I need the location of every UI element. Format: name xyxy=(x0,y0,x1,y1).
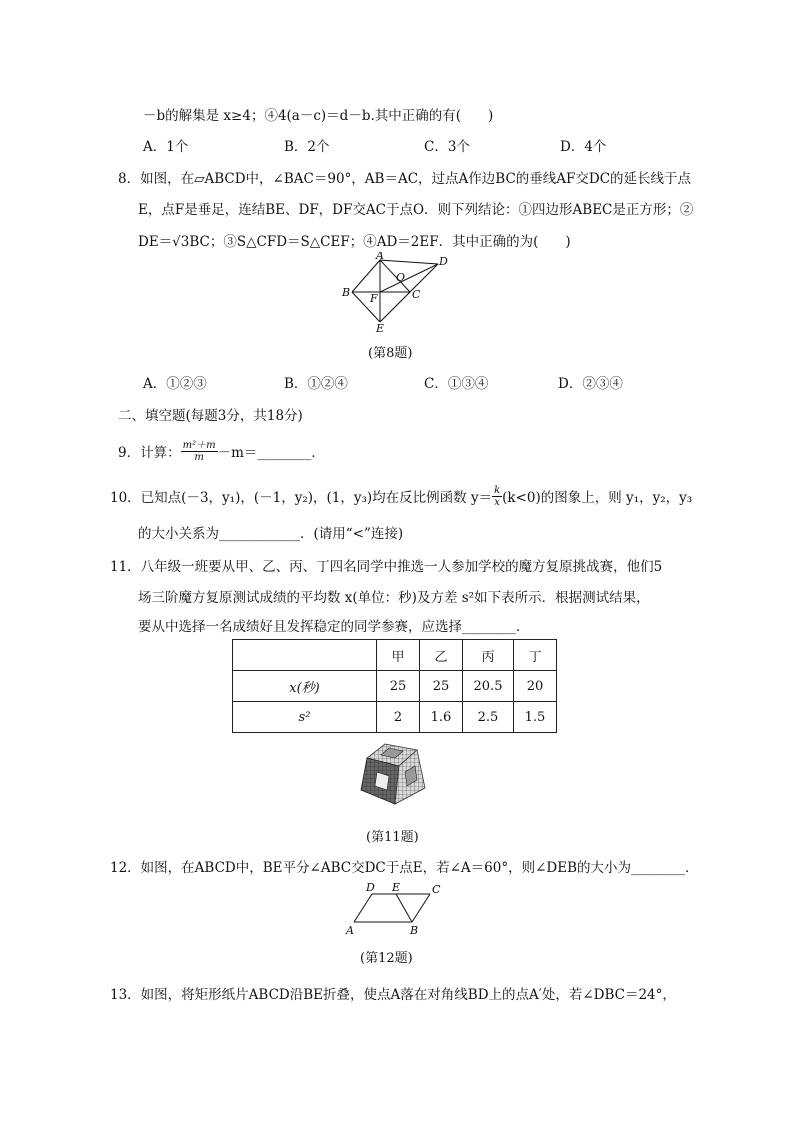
table-header-cell xyxy=(233,640,377,671)
q10-numerator: k xyxy=(494,484,501,496)
label-c: C xyxy=(432,883,441,896)
table-cell: s² xyxy=(233,702,377,733)
q12-line: 12．如图，在ABCD中，BE平分∠ABC交DC于点E，若∠A＝60°，则∠DEB的大小为________． xyxy=(110,860,699,876)
q9-denominator: m xyxy=(194,451,204,463)
q9-fraction xyxy=(181,440,218,463)
section-2-title: 二、填空题(每题3分，共18分) xyxy=(118,408,303,424)
table-cell: 1.6 xyxy=(420,702,463,733)
table-header-cell: 丁 xyxy=(514,640,557,671)
q8-option-c: C．①③④ xyxy=(424,376,489,392)
label-c: C xyxy=(412,288,421,301)
table-header-cell: 丙 xyxy=(463,640,514,671)
label-f: F xyxy=(370,292,378,305)
edge-ad xyxy=(354,894,372,922)
label-a: A xyxy=(346,924,354,936)
edge-de xyxy=(380,264,438,322)
q12-caption: (第12题) xyxy=(360,951,413,966)
q7-option-b: B．2个 xyxy=(284,139,330,155)
q7-option-c: C．3个 xyxy=(424,139,470,155)
table-header-cell: 乙 xyxy=(420,640,463,671)
label-o: O xyxy=(396,271,406,284)
edge-be xyxy=(396,894,412,922)
q8-figure xyxy=(338,252,458,336)
rubiks-cube-image xyxy=(355,742,429,814)
edge-ac xyxy=(380,260,410,292)
label-e: E xyxy=(376,322,385,335)
q11-line-2: 场三阶魔方复原测试成绩的平均数 x(单位：秒)及方差 s²如下表所示．根据测试结果， xyxy=(138,590,650,606)
q8-option-d: D．②③④ xyxy=(558,376,623,392)
q9-line xyxy=(118,433,325,469)
q8-option-a: A．①②③ xyxy=(143,376,207,392)
q8-caption: (第8题) xyxy=(368,346,413,361)
table-row xyxy=(233,702,557,733)
q10-line-1 xyxy=(110,478,692,514)
q10-fraction xyxy=(492,485,502,508)
q10-denominator: x xyxy=(494,496,500,508)
q8-line-3: DE＝√3BC；③S△CFD＝S△CEF；④AD＝2EF．其中正确的为( ) xyxy=(138,234,571,250)
table-header-cell: 甲 xyxy=(377,640,420,671)
q8-line-1: 8．如图，在▱ABCD中，∠BAC＝90°，AB＝AC，过点A作边BC的垂线AF交DC的延长线于点 xyxy=(118,171,692,187)
q11-table xyxy=(232,639,557,733)
label-d: D xyxy=(439,255,448,268)
q13-line: 13．如图，将矩形纸片ABCD沿BE折叠，使点A落在对角线BD上的点A′处，若∠DBC＝24°， xyxy=(110,987,676,1003)
q9-prefix: 9．计算： xyxy=(118,445,181,461)
q10-text-a: 10．已知点(－3，y₁)，(－1，y₂)，(1，y₃)均在反比例函数 y＝ xyxy=(110,490,493,506)
table-cell: 25 xyxy=(420,671,463,702)
label-e: E xyxy=(392,881,401,894)
q7-option-a: A．1个 xyxy=(143,139,189,155)
q8-line-2: E，点F是垂足，连结BE、DF，DF交AC于点O．则下列结论：①四边形ABEC是正方形；② xyxy=(138,202,694,218)
edge-ad xyxy=(380,260,438,264)
q11-line-3: 要从中选择一名成绩好且发挥稳定的同学参赛，应选择________． xyxy=(138,619,530,635)
edge-bc xyxy=(412,894,430,922)
table-cell: 1.5 xyxy=(514,702,557,733)
label-d: D xyxy=(366,881,375,894)
q12-figure xyxy=(344,880,444,936)
q9-numerator: m²＋m xyxy=(182,439,216,451)
edge-df xyxy=(380,264,438,292)
label-b: B xyxy=(342,286,351,299)
table-header-row xyxy=(233,640,557,671)
edge-ab xyxy=(352,260,380,292)
label-a: A xyxy=(376,252,384,262)
q11-line-1: 11．八年级一班要从甲、乙、丙、丁四名同学中推选一人参加学校的魔方复原挑战赛，他们5 xyxy=(110,559,663,575)
label-b: B xyxy=(410,924,419,936)
table-cell: 2 xyxy=(377,702,420,733)
q7-option-d: D．4个 xyxy=(560,139,607,155)
q7-tail-text: －b的解集是 x≥4；④4(a－c)＝d－b.其中正确的有( ) xyxy=(143,108,494,124)
q9-suffix: －m＝________． xyxy=(217,445,325,461)
table-cell: 20.5 xyxy=(463,671,514,702)
table-cell: 20 xyxy=(514,671,557,702)
table-cell: x(秒) xyxy=(233,671,377,702)
q8-option-b: B．①②④ xyxy=(284,376,348,392)
table-cell: 25 xyxy=(377,671,420,702)
q11-caption: (第11题) xyxy=(366,830,419,845)
table-row xyxy=(233,671,557,702)
table-cell: 2.5 xyxy=(463,702,514,733)
q10-line-2: 的大小关系为____________．(请用“<”连接) xyxy=(138,526,404,542)
q10-text-b: (k<0)的图象上，则 y₁，y₂，y₃ xyxy=(502,490,693,506)
